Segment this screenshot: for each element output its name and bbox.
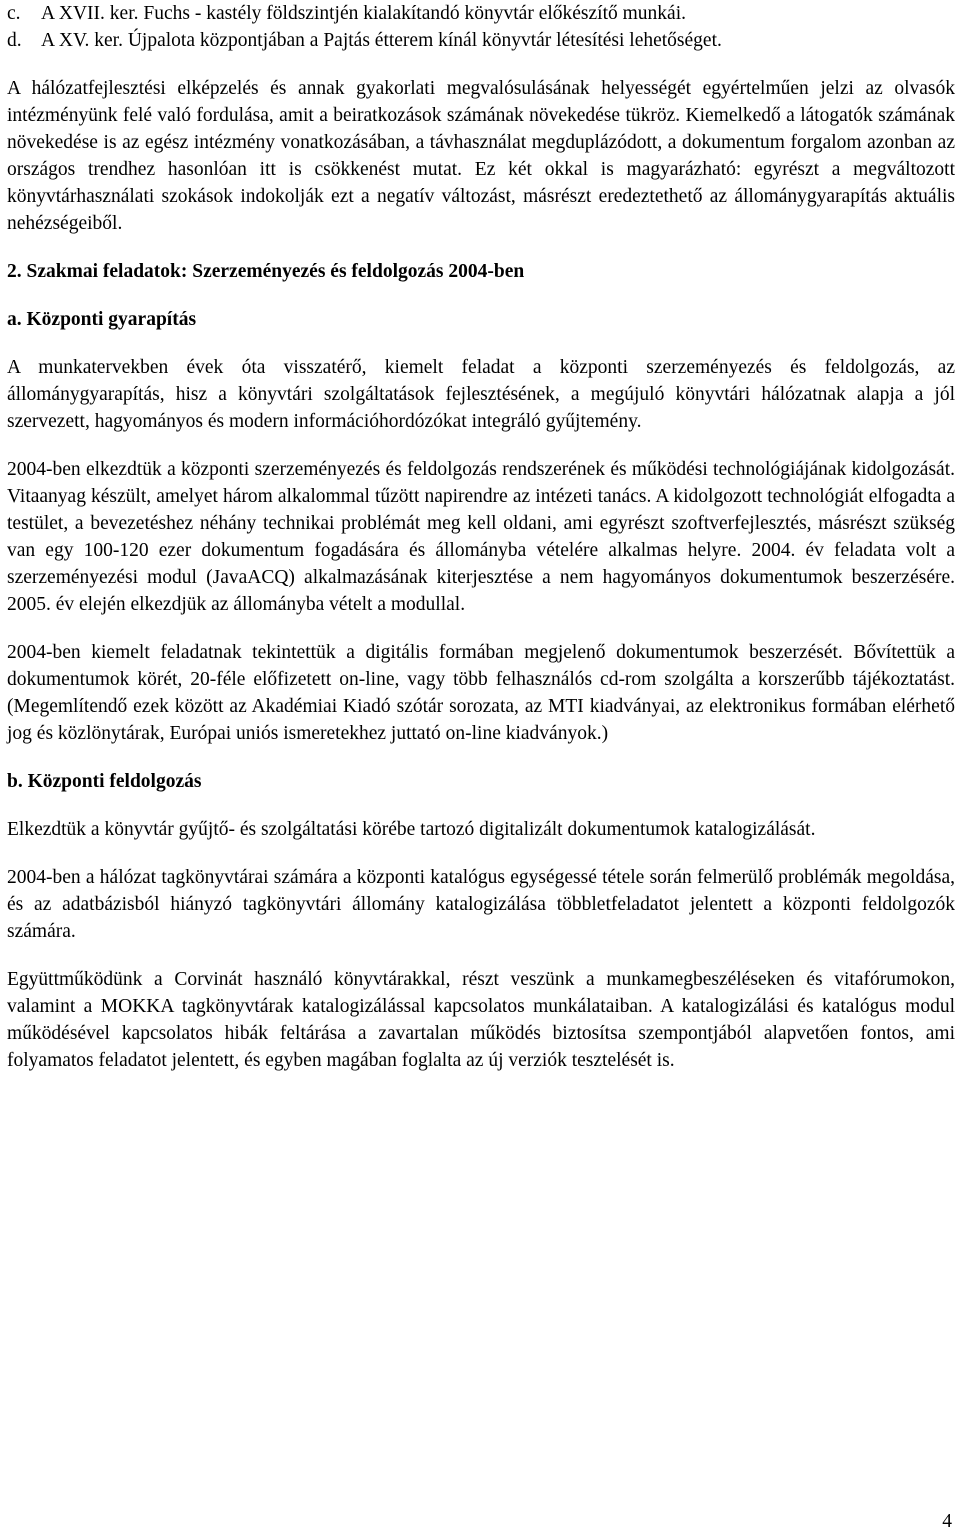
paragraph: 2004-ben kiemelt feladatnak tekintettük a digitális formában megjelenő dokumentumok beszerzését. Bővítettük a dokumentumok körét, 20-féle előfizetett on-line, vagy több felhasználós cd-rom szolgálta a korszerűbb tájékoztatást. (Megemlítendő ezek között az Akadémiai Kiadó szótár sorozata, az MTI kiadványai, az elektronikus formában elérhető jog és közlönytárak, Európai uniós ismeretekhez juttató on-line kiadványok.): [7, 642, 955, 744]
list-marker: c.: [7, 3, 21, 24]
paragraph: A munkatervekben évek óta visszatérő, kiemelt feladat a központi szerzeményezés és feldolgozás, az állománygyarapítás, hisz a könyvtári szolgáltatások fejlesztésének, a megújuló könyvtári hálózatnak alapja a jól szervezett, hagyományos és modern információhordózókat integráló gyűjtemény.: [7, 357, 955, 432]
list-item-text: A XVII. ker. Fuchs - kastély földszintjén kialakítandó könyvtár előkészítő munkái.: [41, 3, 686, 24]
page-number: 4: [942, 1511, 952, 1532]
subsection-heading: a. Központi gyarapítás: [7, 309, 197, 330]
list-item: [7, 27, 955, 54]
paragraph: 2004-ben a hálózat tagkönyvtárai számára a központi katalógus egységessé tétele során felmerülő problémák megoldása, és az adatbázisból hiányzó tagkönyvtári állomány katalogizálása többletfeladatot jelentett a központi feldolgozók számára.: [7, 867, 955, 942]
list-item-text: A XV. ker. Újpalota központjában a Pajtás étterem kínál könyvtár létesítési lehetőséget.: [41, 30, 722, 51]
list-item: [7, 0, 955, 27]
subsection-heading: b. Központi feldolgozás: [7, 771, 202, 792]
document-page: [7, 0, 955, 1074]
paragraph: 2004-ben elkezdtük a központi szerzeményezés és feldolgozás rendszerének és működési technológiájának kidolgozását. Vitaanyag készült, amelyet három alkalommal tűzött napirendre az intézeti tanács. A kidolgozott technológiát elfogadta a testület, a bevezetéshez néhány technikai problémát meg kell oldani, ami egyrészt szoftverfejlesztés, másrészt szükség van egy 100-120 ezer dokumentum fogadására és állományba vételére alkalmas helyre. 2004. év feladata volt a szerzeményezési modul (JavaACQ) alkalmazásának kiterjesztése a nem hagyományos dokumentumok beszerzésére. 2005. év elején elkezdjük az állományba vételt a modullal.: [7, 459, 955, 615]
paragraph: Elkezdtük a könyvtár gyűjtő- és szolgáltatási körébe tartozó digitalizált dokumentumok katalogizálását.: [7, 819, 816, 840]
list-marker: d.: [7, 30, 22, 51]
section-heading: 2. Szakmai feladatok: Szerzeményezés és feldolgozás 2004-ben: [7, 261, 525, 282]
paragraph: Együttműködünk a Corvinát használó könyvtárakkal, részt veszünk a munkamegbeszéléseken és vitafórumokon, valamint a MOKKA tagkönyvtárak katalogizálással kapcsolatos munkálataiban. A katalogizálási és katalógus modul működésével kapcsolatos hibák feltárása a zavartalan működés biztosítsa szempontjából alapvetően fontos, ami folyamatos feladatot jelentett, és egyben magában foglalta az új verziók tesztelését is.: [7, 969, 955, 1071]
paragraph: A hálózatfejlesztési elképzelés és annak gyakorlati megvalósulásának helyességét egyértelműen jelzi az olvasók intézményünk felé való fordulása, amit a beiratkozások számának növekedése tükröz. Kiemelkedő a látogatók számának növekedése is az egész intézmény vonatkozásában, a távhasználat megduplázódott, a dokumentum forgalom azonban az országos trendhez hasonlóan itt is csökkenést mutat. Ez két okkal is magyarázható: egyrészt a megváltozott könyvtárhasználati szokások indokolják ezt a negatív változást, másrészt eredeztethető az állománygyarapítás aktuális nehézségeiből.: [7, 78, 955, 234]
